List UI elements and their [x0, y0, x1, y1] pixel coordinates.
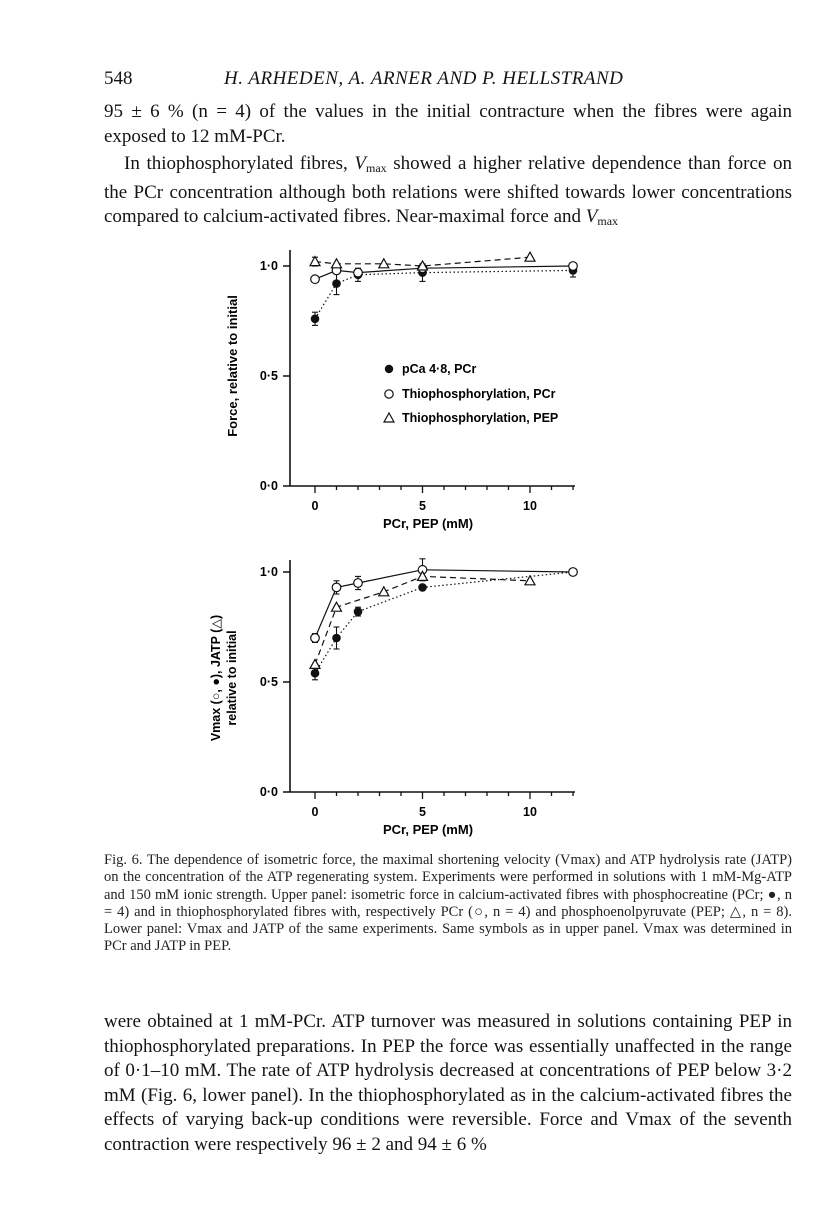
series-line — [315, 572, 573, 673]
figure-upper-panel — [190, 240, 610, 540]
x-axis-label: PCr, PEP (mM) — [382, 516, 474, 531]
lower-chart — [190, 550, 610, 845]
series-line — [315, 570, 573, 638]
y-tick-label: 1·0 — [259, 259, 278, 273]
data-point-open — [354, 579, 363, 588]
legend-label: pCa 4·8, PCr — [402, 362, 477, 376]
x-tick-label: 5 — [419, 499, 426, 513]
data-point-filled — [311, 315, 320, 324]
data-point-open — [332, 583, 341, 592]
legend-open-circle — [385, 390, 393, 398]
x-tick-label: 10 — [523, 805, 537, 819]
data-point-filled — [354, 607, 363, 616]
figure-caption — [104, 852, 792, 956]
data-point-filled — [418, 583, 427, 592]
data-point-open — [311, 275, 320, 284]
data-point-filled — [332, 634, 341, 643]
y-axis-label-line2: relative to initial — [225, 630, 239, 726]
y-tick-label: 0·0 — [259, 785, 278, 799]
data-point-filled — [332, 279, 341, 288]
top-paragraph-2 — [104, 152, 792, 234]
figure-lower-panel — [190, 550, 610, 845]
x-tick-label: 5 — [419, 805, 426, 819]
y-axis-label: Force, relative to initial — [225, 295, 240, 437]
legend-open-triangle — [384, 413, 394, 422]
data-point-triangle — [332, 602, 342, 611]
data-point-open — [311, 634, 320, 643]
bottom-paragraph — [104, 1010, 792, 1158]
legend-label: Thiophosphorylation, PEP — [402, 411, 559, 425]
legend-label: Thiophosphorylation, PCr — [402, 387, 556, 401]
data-point-open — [569, 568, 578, 577]
caption-text: Fig. 6. The dependence of isometric force, the maximal shortening velocity (Vmax) and ATP hydrolysis rate (JATP) on the concentration of the ATP regenerating system. Experiments were performed in solutions with 1 mM-Mg-ATP and 150 mM ionic strength. Upper panel: isometric force in calcium-activated fibres with phosphocreatine (PCr; ●, n = 4) and in thiophosphorylated fibres with, respectively PCr (○, n = 4) and phosphoenolpyruvate (PEP; △, n = 8). Lower panel: Vmax and JATP of the same experiments. Same symbols as in upper panel. Vmax was determined in PCr and JATP in PEP. — [104, 852, 792, 955]
top-paragraph-1 — [104, 100, 792, 149]
y-tick-label: 0·5 — [259, 675, 278, 689]
series-line — [315, 270, 573, 318]
x-axis-label: PCr, PEP (mM) — [382, 822, 474, 837]
x-tick-label: 0 — [311, 499, 319, 513]
y-axis-label: Vmax (○, ●), JATP (△) — [209, 614, 223, 742]
x-tick-label: 10 — [523, 499, 537, 513]
data-point-triangle — [525, 252, 535, 261]
y-tick-label: 1·0 — [259, 565, 278, 579]
upper-chart — [190, 240, 610, 540]
y-tick-label: 0·5 — [259, 369, 278, 383]
y-tick-label: 0·0 — [259, 479, 278, 493]
data-point-open — [354, 268, 363, 277]
data-point-triangle — [310, 659, 320, 668]
legend — [384, 362, 558, 425]
text-line: exposed to 12 mM-PCr. — [104, 125, 286, 147]
data-point-open — [569, 262, 578, 271]
running-head-authors: H. ARHEDEN, A. ARNER AND P. HELLSTRAND — [224, 68, 624, 89]
legend-filled-circle — [385, 365, 393, 373]
data-point-filled — [311, 669, 320, 678]
data-point-triangle — [310, 257, 320, 266]
data-point-triangle — [379, 587, 389, 596]
x-tick-label: 0 — [311, 805, 319, 819]
page-header — [104, 68, 794, 92]
text-line: 95 ± 6 % (n = 4) of the values in the initial contracture when the fibres were again — [104, 101, 792, 122]
paragraph-body: were obtained at 1 mM-PCr. ATP turnover was measured in solutions containing PEP in thiophosphorylated preparations. In PEP the force was essentially unaffected in the range of 0·1–10 mM. The rate of ATP hydrolysis decreased at concentrations of PEP below 3·2 mM (Fig. 6, lower panel). In the thiophosphorylated as in the calcium-activated fibres the effects of varying back-up conditions were reversible. Force and Vmax of the seventh contraction were respectively 96 ± 2 and 94 ± 6 % — [104, 1011, 792, 1155]
paragraph-body: In thiophosphorylated fibres, $V_{max}$ showed a higher relative dependence than force on the PCr concentration although both relations were shifted towards lower concentrations compared to calcium-activated fibres. Near-maximal force and $V_{max}$ — [104, 153, 792, 229]
page-number: 548 — [104, 68, 133, 89]
